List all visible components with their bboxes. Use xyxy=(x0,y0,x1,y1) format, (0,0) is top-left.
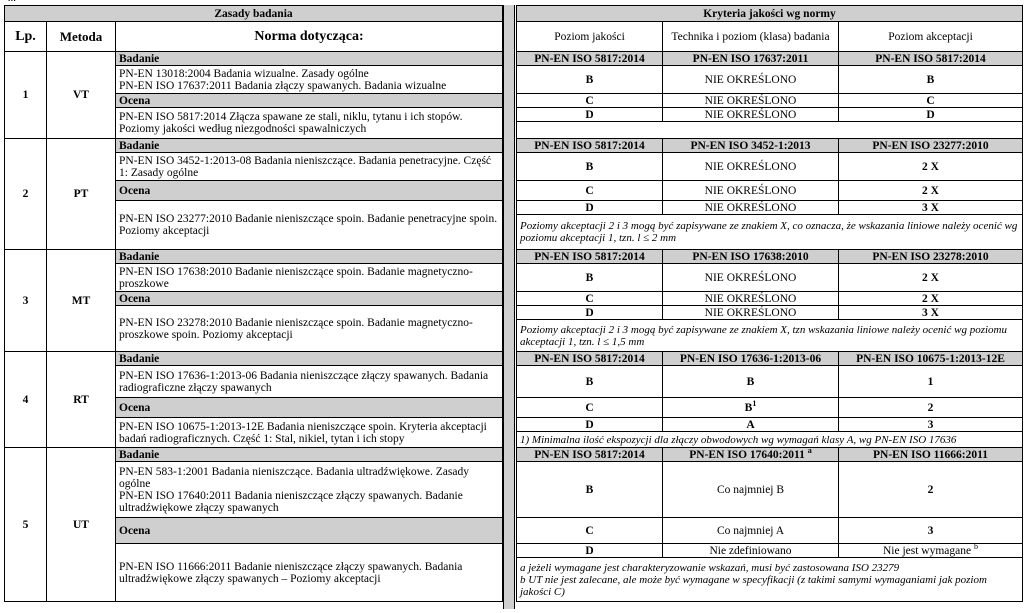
lp-2: 2 xyxy=(5,139,47,250)
method-ut: UT xyxy=(47,448,116,602)
s1-r1-technique: NIE OKREŚLONO xyxy=(663,66,839,94)
ocena-text-5: PN-EN ISO 11666:2011 Badanie nieniszczące złączy spawanych. Badania ultradźwiękowe złączy spawanych – Poziomy akceptacji xyxy=(116,544,503,602)
quality-criteria-table xyxy=(516,5,1023,602)
s4-r2-quality: C xyxy=(517,398,663,418)
s1-r1-acceptance: B xyxy=(839,66,1023,94)
s4-r3-quality: D xyxy=(517,418,663,432)
s5-r2-quality: C xyxy=(517,518,663,544)
s3-r1-technique: NIE OKREŚLONO xyxy=(663,264,839,292)
s1-std-quality: PN-EN ISO 5817:2014 xyxy=(517,52,663,66)
s3-std-technique: PN-EN ISO 17638:2010 xyxy=(663,250,839,264)
s1-r2-acceptance: C xyxy=(839,94,1023,108)
method-mt: MT xyxy=(47,250,116,352)
s5-r3-acceptance: Nie jest wymagane $^b$ xyxy=(839,544,1023,558)
footnote-1-marker: 1 xyxy=(752,398,757,408)
ocena-label-2: Ocena xyxy=(116,181,503,201)
col-acceptance: Poziom akceptacji xyxy=(839,22,1023,52)
s1-r1-quality: B xyxy=(517,66,663,94)
s2-r2-acceptance: 2 X xyxy=(839,181,1023,201)
s1-r3-acceptance: D xyxy=(839,108,1023,122)
badanie-label-4: Badanie xyxy=(116,352,503,366)
column-separator xyxy=(503,5,515,609)
ocena-label-5: Ocena xyxy=(116,518,503,544)
right-title: Kryteria jakości wg normy xyxy=(517,6,1023,22)
s2-r2-quality: C xyxy=(517,181,663,201)
s1-std-acceptance: PN-EN ISO 5817:2014 xyxy=(839,52,1023,66)
s4-r3-technique: A xyxy=(663,418,839,432)
s4-note: 1) Minimalna ilość ekspozycji dla złączy obwodowych wg wymagań klasy A, wg PN-EN ISO 17636 xyxy=(517,432,1023,448)
col-technique: Technika i poziom (klasa) badania xyxy=(663,22,839,52)
ocena-label-1: Ocena xyxy=(116,94,503,108)
left-title: Zasady badania xyxy=(5,6,503,22)
s2-r3-technique: NIE OKREŚLONO xyxy=(663,201,839,215)
ocena-label-3: Ocena xyxy=(116,292,503,306)
s1-r3-quality: D xyxy=(517,108,663,122)
s5-notes: a jeżeli wymagane jest charakteryzowanie wskazań, musi być zastosowana ISO 23279 b UT nie jest zalecane, ale może być wymagane w specyfikacji (z takimi samymi wymaganiami jak poziom jakości C) xyxy=(517,558,1023,602)
s5-std-quality: PN-EN ISO 5817:2014 xyxy=(517,448,663,462)
ocena-label-4: Ocena xyxy=(116,398,503,418)
s4-r1-technique: B xyxy=(663,366,839,398)
s3-r2-acceptance: 2 X xyxy=(839,292,1023,306)
s2-r3-quality: D xyxy=(517,201,663,215)
s3-r2-quality: C xyxy=(517,292,663,306)
badanie-text-4: PN-EN ISO 17636-1:2013-06 Badania nieniszczące złączy spawanych. Badania radiograficzne złączy spawanych xyxy=(116,366,503,398)
test-principles-table xyxy=(4,5,503,602)
s5-r2-acceptance: 3 xyxy=(839,518,1023,544)
s2-r2-technique: NIE OKREŚLONO xyxy=(663,181,839,201)
footnote-a-marker: a xyxy=(807,445,812,455)
s4-r1-acceptance: 1 xyxy=(839,366,1023,398)
col-lp: Lp. xyxy=(5,22,47,52)
s4-std-technique: PN-EN ISO 17636-1:2013-06 xyxy=(663,352,839,366)
s1-std-technique: PN-EN ISO 17637:2011 xyxy=(663,52,839,66)
badanie-label-2: Badanie xyxy=(116,139,503,153)
s5-std-acceptance: PN-EN ISO 11666:2011 xyxy=(839,448,1023,462)
ocena-text-3: PN-EN ISO 23278:2010 Badanie nieniszczące spoin. Badanie magnetyczno-proszkowe spoin. Poziomy akceptacji xyxy=(116,306,503,352)
s2-std-quality: PN-EN ISO 5817:2014 xyxy=(517,139,663,153)
badanie-text-3: PN-EN ISO 17638:2010 Badanie nieniszczące spoin. Badanie magnetyczno-proszkowe xyxy=(116,264,503,292)
footnote-b-marker: b xyxy=(974,541,978,551)
badanie-text-2: PN-EN ISO 3452-1:2013-08 Badania nieniszczące. Badania penetracyjne. Część 1: Zasady ogólne xyxy=(116,153,503,181)
method-pt: PT xyxy=(47,139,116,250)
lp-3: 3 xyxy=(5,250,47,352)
s3-note: Poziomy akceptacji 2 i 3 mogą być zapisywane ze znakiem X, tzn wskazania liniowe należy ocenić wg poziomu akceptacji 1, tzn. l ≤ 1,5 mm xyxy=(517,320,1023,352)
badanie-text-1: PN-EN 13018:2004 Badania wizualne. Zasady ogólne PN-EN ISO 17637:2011 Badania złączy spawanych. Badania wizualne xyxy=(116,66,503,94)
s2-r1-technique: NIE OKREŚLONO xyxy=(663,153,839,181)
s1-r3-technique: NIE OKREŚLONO xyxy=(663,108,839,122)
s5-r3-quality: D xyxy=(517,544,663,558)
col-method: Metoda xyxy=(47,22,116,52)
s3-r3-technique: NIE OKREŚLONO xyxy=(663,306,839,320)
cut-off-heading xyxy=(0,0,1024,4)
s3-std-acceptance: PN-EN ISO 23278:2010 xyxy=(839,250,1023,264)
method-vt: VT xyxy=(47,52,116,139)
s5-r1-acceptance: 2 xyxy=(839,462,1023,518)
s3-r1-quality: B xyxy=(517,264,663,292)
s3-r2-technique: NIE OKREŚLONO xyxy=(663,292,839,306)
s2-note: Poziomy akceptacji 2 i 3 mogą być zapisywane ze znakiem X, co oznacza, że wskazania liniowe należy ocenić wg poziomu akceptacji 1, tzn. l ≤ 2 mm xyxy=(517,215,1023,250)
s3-std-quality: PN-EN ISO 5817:2014 xyxy=(517,250,663,264)
s3-r1-acceptance: 2 X xyxy=(839,264,1023,292)
s5-r2-technique: Co najmniej A xyxy=(663,518,839,544)
ocena-text-1: PN-EN ISO 5817:2014 Złącza spawane ze stali, niklu, tytanu i ich stopów. Poziomy jakości według niezgodności spawalniczych xyxy=(116,108,503,139)
method-rt: RT xyxy=(47,352,116,448)
lp-1: 1 xyxy=(5,52,47,139)
s4-std-acceptance: PN-EN ISO 10675-1:2013-12E xyxy=(839,352,1023,366)
lp-4: 4 xyxy=(5,352,47,448)
s2-r3-acceptance: 3 X xyxy=(839,201,1023,215)
s5-r3-technique: Nie zdefiniowano xyxy=(663,544,839,558)
s4-r2-technique: $B^1$ xyxy=(663,398,839,418)
s1-spacer xyxy=(517,122,1023,139)
s1-r2-technique: NIE OKREŚLONO xyxy=(663,94,839,108)
s4-r3-acceptance: 3 xyxy=(839,418,1023,432)
s4-std-quality: PN-EN ISO 5817:2014 xyxy=(517,352,663,366)
ocena-text-4: PN-EN ISO 10675-1:2013-12E Badania nieniszczące spoin. Kryteria akceptacji badań radiograficznych. Część 1: Stal, nikiel, tytan i ich stopy xyxy=(116,418,503,448)
s5-r1-quality: B xyxy=(517,462,663,518)
s5-r1-technique: Co najmniej B xyxy=(663,462,839,518)
s3-r3-acceptance: 3 X xyxy=(839,306,1023,320)
ocena-text-2: PN-EN ISO 23277:2010 Badanie nieniszczące spoin. Badanie penetracyjne spoin. Poziomy akceptacji xyxy=(116,201,503,250)
s2-r1-quality: B xyxy=(517,153,663,181)
s3-r3-quality: D xyxy=(517,306,663,320)
badanie-label-3: Badanie xyxy=(116,250,503,264)
s5-std-technique: PN-EN ISO 17640:2011 $^a$ xyxy=(663,448,839,462)
col-norm: Norma dotycząca: xyxy=(116,22,503,52)
s2-r1-acceptance: 2 X xyxy=(839,153,1023,181)
s1-r2-quality: C xyxy=(517,94,663,108)
col-quality: Poziom jakości xyxy=(517,22,663,52)
badanie-text-5: PN-EN 583-1:2001 Badania nieniszczące. Badania ultradźwiękowe. Zasady ogólne PN-EN ISO 17640:2011 Badania nieniszczące złączy spawanych. Badanie ultradźwiękowe złączy spawanych xyxy=(116,462,503,518)
s4-r1-quality: B xyxy=(517,366,663,398)
lp-5: 5 xyxy=(5,448,47,602)
badanie-label-5: Badanie xyxy=(116,448,503,462)
s4-r2-acceptance: 2 xyxy=(839,398,1023,418)
badanie-label-1: Badanie xyxy=(116,52,503,66)
s2-std-acceptance: PN-EN ISO 23277:2010 xyxy=(839,139,1023,153)
s2-std-technique: PN-EN ISO 3452-1:2013 xyxy=(663,139,839,153)
